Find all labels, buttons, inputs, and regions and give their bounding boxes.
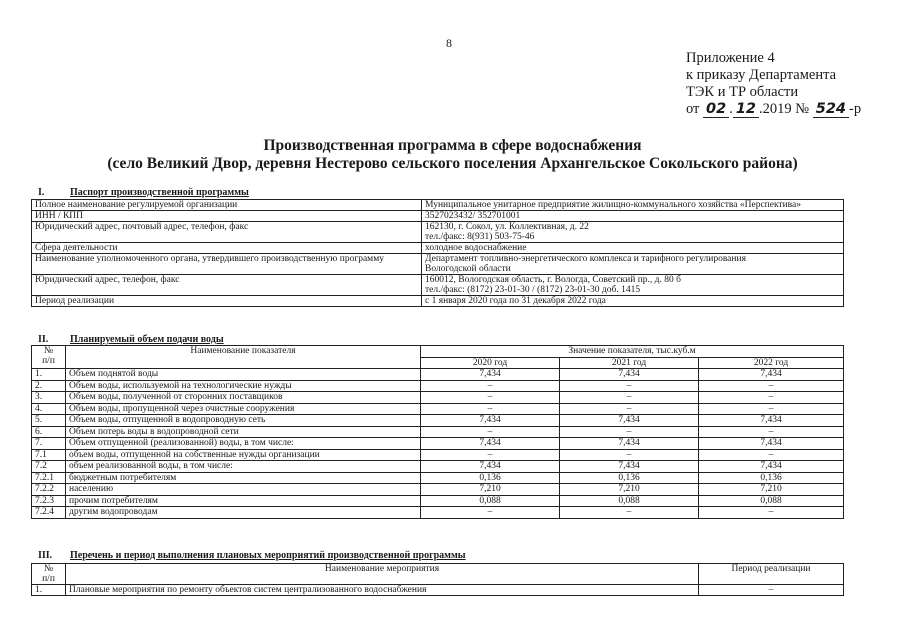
page-number: 8 [446, 36, 452, 50]
indicator-value: – [699, 507, 844, 519]
section-1-number: I. [38, 187, 45, 198]
table-row [32, 484, 844, 496]
indicator-value: – [699, 449, 844, 461]
row-number: 1. [32, 585, 66, 596]
indicator-value: 7,434 [699, 438, 844, 450]
table-row [32, 415, 844, 427]
year-header: 2021 год [560, 357, 699, 369]
passport-value [422, 243, 844, 254]
row-number: 6. [32, 426, 66, 438]
indicator-value: – [560, 403, 699, 415]
table-row [32, 392, 844, 404]
indicator-value: 0,088 [699, 495, 844, 507]
indicator-value: 0,136 [421, 472, 560, 484]
row-number: 7.1 [32, 449, 66, 461]
table-row [32, 449, 844, 461]
passport-value [422, 200, 844, 211]
indicator-name: Объем воды, используемой на технологические нужды [66, 380, 421, 392]
row-number: 7.2.1 [32, 472, 66, 484]
col-value-header: Значение показателя, тыс.куб.м [421, 346, 844, 358]
indicator-name: Объем воды, полученной от сторонних поставщиков [66, 392, 421, 404]
indicator-value: 7,434 [699, 461, 844, 473]
passport-value [422, 222, 844, 243]
indicator-name: Объем воды, отпущенной в водопроводную сеть [66, 415, 421, 427]
section-3-title: Перечень и период выполнения плановых мероприятий производственной программы [70, 550, 466, 561]
indicator-value: – [560, 426, 699, 438]
indicator-name: объем воды, отпущенной на собственные нужды организации [66, 449, 421, 461]
indicator-value: 7,434 [699, 415, 844, 427]
row-number: 3. [32, 392, 66, 404]
indicator-value: – [699, 392, 844, 404]
order-date-year: 2019 [762, 101, 792, 117]
indicator-value: 7,210 [421, 484, 560, 496]
passport-label: Полное наименование регулируемой организации [32, 200, 422, 211]
indicator-value: – [421, 392, 560, 404]
section-2-title: Планируемый объем подачи воды [70, 334, 224, 345]
indicator-name: бюджетным потребителям [66, 472, 421, 484]
passport-table [31, 199, 844, 307]
indicator-name: прочим потребителям [66, 495, 421, 507]
table-row [32, 472, 844, 484]
indicator-value: 7,434 [560, 415, 699, 427]
table-row [32, 200, 844, 211]
passport-value-line: Муниципальное унитарное предприятие жилищно-коммунального хозяйства «Перспектива» [425, 200, 802, 210]
row-number: 1. [32, 369, 66, 381]
table-row [32, 380, 844, 392]
table-row [32, 243, 844, 254]
indicator-name: объем реализованной воды, в том числе: [66, 461, 421, 473]
appendix-line-1: Приложение 4 [686, 50, 775, 66]
passport-label: Сфера деятельности [32, 243, 422, 254]
order-date-day: 02 [703, 101, 729, 118]
section-3-number: III. [38, 550, 53, 561]
indicator-value: – [421, 403, 560, 415]
indicator-value: 7,434 [699, 369, 844, 381]
row-number: 7. [32, 438, 66, 450]
indicator-value: – [699, 426, 844, 438]
appendix-line-3: ТЭК и ТР области [686, 84, 799, 100]
passport-label: Наименование уполномоченного органа, утвердившего производственную программу [32, 254, 422, 275]
indicator-value: – [560, 380, 699, 392]
title-line-2: (село Великий Двор, деревня Нестерово сельского поселения Архангельское Сокольского района) [107, 155, 798, 172]
passport-value [422, 296, 844, 307]
order-prefix: от [686, 101, 700, 117]
indicator-value: 7,434 [421, 461, 560, 473]
col-number-header: № п/п [32, 564, 66, 585]
indicator-value: 7,210 [560, 484, 699, 496]
indicator-name: Объем воды, пропущенной через очистные сооружения [66, 403, 421, 415]
indicator-value: – [560, 449, 699, 461]
table-row [32, 222, 844, 243]
row-number: 7.2.2 [32, 484, 66, 496]
indicator-value: 7,434 [421, 415, 560, 427]
passport-label: ИНН / КПП [32, 211, 422, 222]
passport-value-line: с 1 января 2020 года по 31 декабря 2022 года [425, 296, 606, 306]
section-2-number: II. [38, 334, 49, 345]
col-measure-header: Наименование мероприятия [66, 564, 699, 585]
row-number: 7.2.4 [32, 507, 66, 519]
appendix-line-2: к приказу Департамента [686, 67, 837, 83]
document-title [0, 137, 905, 173]
passport-value [422, 275, 844, 296]
table-row [32, 369, 844, 381]
passport-value-line: Вологодской области [425, 264, 511, 274]
section-3-heading [38, 550, 466, 561]
indicator-value: 7,210 [699, 484, 844, 496]
table-row [32, 507, 844, 519]
appendix-block [686, 50, 861, 118]
indicator-value: 0,088 [560, 495, 699, 507]
table-row [32, 296, 844, 307]
indicator-value: 7,434 [560, 369, 699, 381]
table-row [32, 495, 844, 507]
row-number: 4. [32, 403, 66, 415]
table-row [32, 585, 844, 596]
order-number-label: № [795, 101, 810, 117]
indicator-value: – [421, 380, 560, 392]
indicator-value: 7,434 [421, 438, 560, 450]
col-name-header: Наименование показателя [66, 346, 421, 369]
passport-label: Период реализации [32, 296, 422, 307]
year-header: 2022 год [699, 357, 844, 369]
passport-label: Юридический адрес, телефон, факс [32, 275, 422, 296]
water-volume-table [31, 345, 844, 519]
table-row [32, 438, 844, 450]
indicator-value: – [560, 392, 699, 404]
indicator-name: населению [66, 484, 421, 496]
indicator-value: 0,136 [560, 472, 699, 484]
indicator-value: 7,434 [560, 461, 699, 473]
passport-value-line: тел./факс: 8(931) 503-75-46 [425, 232, 535, 242]
indicator-name: Объем поднятой воды [66, 369, 421, 381]
col-number-header: № п/п [32, 346, 66, 369]
indicator-value: 7,434 [560, 438, 699, 450]
indicator-value: 0,136 [699, 472, 844, 484]
table-row [32, 426, 844, 438]
indicator-name: другим водопроводам [66, 507, 421, 519]
indicator-value: – [421, 507, 560, 519]
indicator-name: Объем отпущенной (реализованной) воды, в том числе: [66, 438, 421, 450]
indicator-value: – [699, 403, 844, 415]
section-1-title: Паспорт производственной программы [70, 187, 249, 198]
indicator-value: 0,088 [421, 495, 560, 507]
order-number: 524 [813, 101, 849, 118]
row-number: 2. [32, 380, 66, 392]
passport-value-line: Департамент топливно-энергетического комплекса и тарифного регулирования [425, 254, 746, 264]
order-date-month: 12 [733, 101, 759, 118]
indicator-name: Объем потерь воды в водопроводной сети [66, 426, 421, 438]
appendix-order-line: от 02 . 12 .2019 № 524 -р [686, 101, 862, 117]
indicator-value: – [421, 449, 560, 461]
order-suffix: -р [849, 101, 862, 117]
passport-value-line: холодное водоснабжение [425, 243, 527, 253]
table-row [32, 461, 844, 473]
col-period-header: Период реализации [699, 564, 844, 585]
passport-value-line: 162130, г. Сокол, ул. Коллективная, д. 22 [425, 222, 589, 232]
indicator-value: – [560, 507, 699, 519]
indicator-value: 7,434 [421, 369, 560, 381]
measure-name: Плановые мероприятия по ремонту объектов систем централизованного водоснабжения [66, 585, 699, 596]
indicator-value: – [421, 426, 560, 438]
table-row [32, 275, 844, 296]
title-line-1: Производственная программа в сфере водоснабжения [263, 137, 642, 154]
measure-period: – [699, 585, 844, 596]
passport-value [422, 211, 844, 222]
passport-value-line: тел./факс: (8172) 23-01-30 / (8172) 23-01-30 доб. 1415 [425, 285, 641, 295]
row-number: 7.2.3 [32, 495, 66, 507]
passport-value [422, 254, 844, 275]
indicator-value: – [699, 380, 844, 392]
section-1-heading [38, 187, 249, 198]
table-row [32, 254, 844, 275]
passport-value-line: 160012, Вологодская область, г. Вологда, Советский пр., д. 80 б [425, 275, 681, 285]
passport-label: Юридический адрес, почтовый адрес, телефон, факс [32, 222, 422, 243]
table-row [32, 211, 844, 222]
row-number: 5. [32, 415, 66, 427]
table-row [32, 403, 844, 415]
year-header: 2020 год [421, 357, 560, 369]
passport-value-line: 3527023432/ 352701001 [425, 211, 521, 221]
row-number: 7.2 [32, 461, 66, 473]
section-2-heading [38, 334, 224, 345]
measures-table [31, 563, 844, 596]
